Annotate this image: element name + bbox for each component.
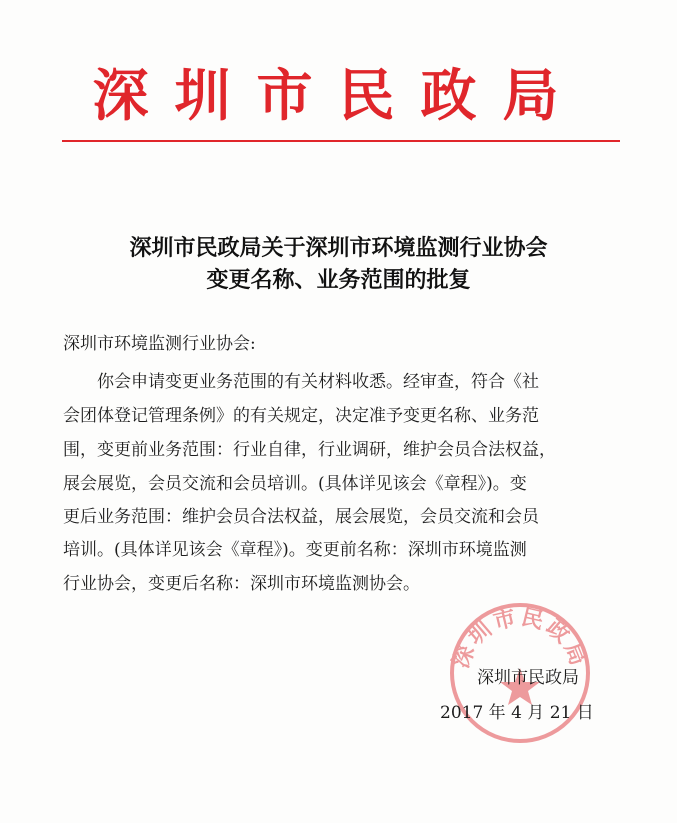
masthead-agency-name: 深圳市民政局 [92,64,585,129]
recipient-line: 深圳市环境监测行业协会: [63,334,256,354]
body-text-line-7: 行业协会，变更后名称：深圳市环境监测协会。 [63,574,420,594]
body-text-line-2: 会团体登记管理条例》的有关规定，决定准予变更名称、业务范 [63,406,539,426]
issuer-signature: 深圳市民政局 [477,668,579,688]
seal-text: 深圳市民政局 [448,605,592,672]
body-text-line-3: 围，变更前业务范围：行业自律，行业调研，维护会员合法权益， [63,440,556,460]
svg-text:深圳市民政局 [449,605,592,672]
body-text-line-1: 你会申请变更业务范围的有关材料收悉。经审查，符合《社 [97,372,539,392]
body-text-line-6: 培训。(具体详见该会《章程》)。变更前名称：深圳市环境监测 [63,540,527,560]
document-title-line-1: 深圳市民政局关于深圳市环境监测行业协会 [129,235,548,261]
document-title-line-2: 变更名称、业务范围的批复 [206,267,471,293]
body-text-line-5: 更后业务范围：维护会员合法权益，展会展览，会员交流和会员 [63,507,539,527]
body-text-line-4: 展会展览，会员交流和会员培训。(具体详见该会《章程》)。变 [63,474,527,494]
issue-date: 2017 年 4 月 21 日 [440,703,594,723]
masthead-red-rule [62,140,620,142]
